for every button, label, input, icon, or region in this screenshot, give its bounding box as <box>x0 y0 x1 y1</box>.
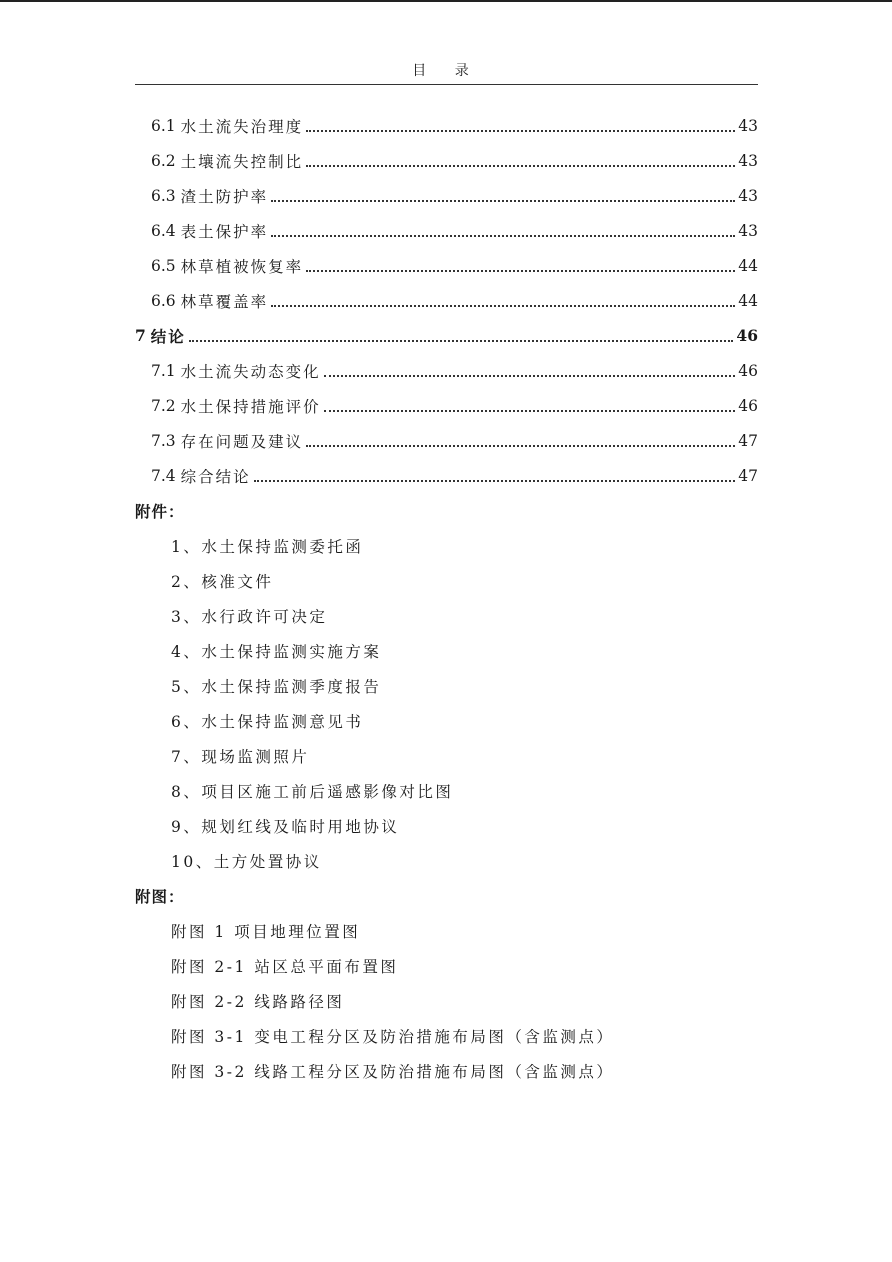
toc-entry[interactable] <box>135 248 758 283</box>
toc-dot-leader <box>189 340 734 342</box>
toc-entry-page: 47 <box>738 466 758 485</box>
toc-entry-title: 水土流失治理度 <box>180 117 304 136</box>
attachment-item: 4、水土保持监测实施方案 <box>171 642 382 661</box>
toc-entry[interactable] <box>135 213 758 248</box>
attachment-item: 10、土方处置协议 <box>171 852 322 871</box>
toc-entry-title: 林草植被恢复率 <box>180 257 304 276</box>
figure-item: 附图 3-1 变电工程分区及防治措施布局图（含监测点） <box>171 1027 615 1046</box>
toc-entry-number: 7 <box>135 326 146 345</box>
figures-heading: 附图： <box>135 886 185 906</box>
toc-entry-page: 46 <box>738 361 758 380</box>
figures-list <box>135 913 758 1088</box>
toc-entry-number: 7.3 <box>151 431 176 450</box>
toc-dot-leader <box>254 480 736 482</box>
toc-entry-number: 7.4 <box>151 466 176 485</box>
toc-entry[interactable] <box>135 108 758 143</box>
attachment-item: 7、现场监测照片 <box>171 747 310 766</box>
page-header-title: 目 录 <box>412 63 481 79</box>
toc-entry[interactable] <box>135 178 758 213</box>
toc-entries <box>135 108 758 493</box>
toc-entry-title: 综合结论 <box>180 467 251 486</box>
attachment-item: 6、水土保持监测意见书 <box>171 712 364 731</box>
toc-entry-number: 6.5 <box>151 256 176 275</box>
toc-entry-title: 表土保护率 <box>180 222 269 241</box>
toc-dot-leader <box>324 410 736 412</box>
toc-entry-page: 44 <box>738 291 758 310</box>
toc-dot-leader <box>306 445 735 447</box>
figure-item: 附图 2-1 站区总平面布置图 <box>171 957 399 976</box>
page-top-border <box>0 0 892 2</box>
toc-entry-title: 结论 <box>150 326 186 346</box>
toc-dot-leader <box>306 165 735 167</box>
page-header <box>135 60 758 85</box>
toc-dot-leader <box>271 305 735 307</box>
toc-entry-page: 47 <box>738 431 758 450</box>
toc-dot-leader <box>306 270 735 272</box>
toc-entry-number: 6.1 <box>151 116 176 135</box>
attachments-heading: 附件： <box>135 501 185 521</box>
table-of-contents <box>135 108 758 1088</box>
toc-entry[interactable] <box>135 458 758 493</box>
toc-dot-leader <box>306 130 735 132</box>
toc-dot-leader <box>271 235 735 237</box>
toc-entry[interactable] <box>135 353 758 388</box>
toc-entry-title: 存在问题及建议 <box>180 432 304 451</box>
toc-entry-title: 渣土防护率 <box>180 187 269 206</box>
attachment-item: 9、规划红线及临时用地协议 <box>171 817 400 836</box>
attachment-item: 2、核准文件 <box>171 572 274 591</box>
toc-dot-leader <box>324 375 736 377</box>
toc-entry-number: 6.3 <box>151 186 176 205</box>
toc-entry[interactable] <box>135 388 758 423</box>
toc-entry-title: 水土流失动态变化 <box>180 362 321 381</box>
toc-entry-number: 6.6 <box>151 291 176 310</box>
toc-entry-page: 43 <box>738 186 758 205</box>
toc-entry[interactable] <box>135 423 758 458</box>
toc-entry-title: 土壤流失控制比 <box>180 152 304 171</box>
toc-entry-page: 43 <box>738 116 758 135</box>
toc-entry-title: 林草覆盖率 <box>180 292 269 311</box>
attachment-item: 3、水行政许可决定 <box>171 607 328 626</box>
toc-entry-page: 43 <box>738 221 758 240</box>
toc-dot-leader <box>271 200 735 202</box>
attachment-item: 5、水土保持监测季度报告 <box>171 677 382 696</box>
toc-entry-number: 7.1 <box>151 361 176 380</box>
toc-entry-number: 6.4 <box>151 221 176 240</box>
attachment-item: 1、水土保持监测委托函 <box>171 537 364 556</box>
attachment-item: 8、项目区施工前后遥感影像对比图 <box>171 782 454 801</box>
figure-item: 附图 3-2 线路工程分区及防治措施布局图（含监测点） <box>171 1062 615 1081</box>
toc-entry-number: 7.2 <box>151 396 176 415</box>
toc-entry[interactable] <box>135 318 758 353</box>
toc-entry-page: 44 <box>738 256 758 275</box>
toc-entry[interactable] <box>135 283 758 318</box>
figure-item: 附图 2-2 线路路径图 <box>171 992 345 1011</box>
toc-entry-page: 46 <box>736 326 758 345</box>
toc-entry-page: 43 <box>738 151 758 170</box>
attachments-list <box>135 528 758 878</box>
toc-entry-page: 46 <box>738 396 758 415</box>
figure-item: 附图 1 项目地理位置图 <box>171 922 361 941</box>
toc-entry-title: 水土保持措施评价 <box>180 397 321 416</box>
toc-entry-number: 6.2 <box>151 151 176 170</box>
toc-entry[interactable] <box>135 143 758 178</box>
